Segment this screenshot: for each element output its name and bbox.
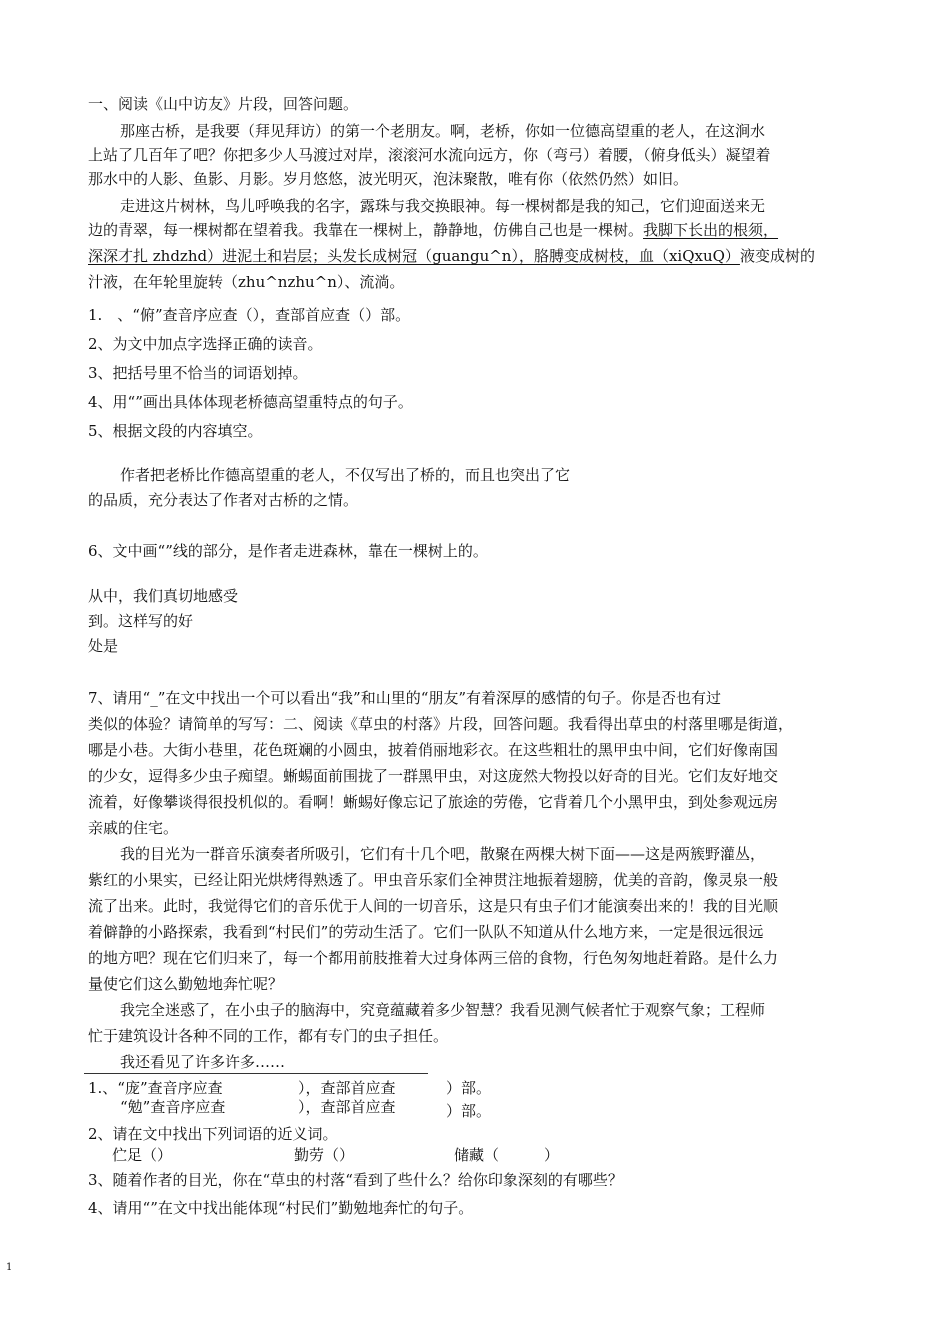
question-6-line: 到。这样写的好 — [88, 612, 194, 630]
paragraph-line — [88, 220, 778, 240]
paragraph-line: 我还看见了许多许多…… — [120, 1053, 286, 1071]
question-6-line: 处是 — [88, 637, 119, 655]
paragraph-line: 亲戚的住宅。 — [88, 819, 179, 837]
paragraph-line: 流着，好像攀谈得很投机似的。看啊！蜥蜴好像忘记了旅途的劳倦，它背着几个小黑甲虫，到处参观远房 — [88, 793, 779, 811]
paragraph-line: 上站了几百年了吧？你把多少人马渡过对岸，滚滚河水流向远方，你（弯弓）着腰，（俯身低头）凝望着 — [88, 146, 771, 164]
synonym-blank: 伫足（） — [112, 1146, 173, 1164]
paragraph-line — [88, 246, 815, 266]
paragraph-line: 那座古桥，是我要（拜见拜访）的第一个老朋友。啊，老桥，你如一位德高望重的老人，在这涧水 — [120, 122, 766, 140]
section2-question-2: 2、请在文中找出下列词语的近义词。 — [88, 1125, 338, 1143]
section2-question-1: 1.、“庞”查音序应查 — [88, 1079, 223, 1097]
paragraph-line: 着僻静的小路探索，我看到“村民们”的劳动生活了。它们一队队不知道从什么地方来，一定是很远很远 — [88, 923, 764, 941]
paragraph-line: 走进这片树林，鸟儿呼唤我的名字，露珠与我交换眼神。每一棵树都是我的知己，它们迎面送来无 — [120, 197, 766, 215]
question-1-part: ），查部首应查 — [298, 1098, 396, 1116]
question-2: 2、为文中加点字选择正确的读音。 — [88, 335, 323, 353]
question-5-line: 的品质，充分表达了作者对古桥的之情。 — [88, 491, 359, 509]
paragraph-line: 紫红的小果实，已经让阳光烘烤得熟透了。甲虫音乐家们全神贯注地振着翅膀，优美的音韵，像灵泉一般 — [88, 871, 779, 889]
paragraph-line: 量使它们这么勤勉地奔忙呢？ — [88, 975, 284, 993]
section2-question-4: 4、请用“”在文中找出能体现“村民们”勤勉地奔忙的句子。 — [88, 1199, 474, 1217]
paragraph-line: 流了出来。此时，我觉得它们的音乐优于人间的一切音乐，这是只有虫子们才能演奏出来的！我的目光顺 — [88, 897, 779, 915]
paragraph-line: 汁液，在年轮里旋转（zhu^nzhu^n）、流淌。 — [88, 273, 405, 291]
question-6-line: 从中，我们真切地感受 — [88, 587, 239, 605]
underlined-text: 我脚下长出的根须， — [643, 221, 779, 239]
question-1-part: ），查部首应查 — [298, 1079, 396, 1097]
plain-text: 液变成树的 — [739, 247, 815, 265]
section2-question-3: 3、随着作者的目光，你在“草虫的村落“看到了些什么？给你印象深刻的有哪些？ — [88, 1171, 623, 1189]
paragraph-line: 我的目光为一群音乐演奏者所吸引，它们有十几个吧，散聚在两棵大树下面——这是两簇野灌丛， — [120, 845, 766, 863]
question-3: 3、把括号里不恰当的词语划掉。 — [88, 364, 308, 382]
section1-title: 一、阅读《山中访友》片段，回答问题。 — [88, 95, 359, 113]
question-1-part: “勉”查音序应查 — [120, 1098, 226, 1116]
plain-text: 边的青翠，每一棵树都在望着我。我靠在一棵树上，静静地，仿佛自己也是一棵树。 — [88, 221, 644, 239]
paragraph-line: 哪是小巷。大街小巷里，花色斑斓的小圆虫，披着俏丽地彩衣。在这些粗壮的黑甲虫中间，它们好像南国 — [88, 741, 779, 759]
paragraph-line: 7、请用“_”在文中找出一个可以看出“我”和山里的“朋友”有着深厚的感情的句子。你是否也有过 — [88, 689, 722, 707]
question-5: 5、根据文段的内容填空。 — [88, 422, 263, 440]
synonym-blank: 勤劳（） — [294, 1146, 355, 1164]
question-1-part: ）部。 — [446, 1102, 492, 1120]
paragraph-line: 的地方吧？现在它们归来了，每一个都用前肢推着大过身体两三倍的食物，行色匆匆地赶着路。是什么力 — [88, 949, 779, 967]
paragraph-line: 那水中的人影、鱼影、月影。岁月悠悠，波光明灭，泡沫聚散，唯有你（依然仍然）如旧。 — [88, 170, 689, 188]
question-1-part: ）部。 — [446, 1079, 492, 1097]
question-6: 6、文中画“”线的部分，是作者走进森林，靠在一棵树上的。 — [88, 542, 488, 560]
paragraph-line: 忙于建筑设计各种不同的工作，都有专门的虫子担任。 — [88, 1027, 449, 1045]
underlined-text: 深深才扎 zhdzhd）进泥土和岩层；头发长成树冠（guangu^n），胳膊变成树枝，血（xiQxuQ） — [88, 247, 740, 265]
question-5-line: 作者把老桥比作德高望重的老人，不仅写出了桥的，而且也突出了它 — [120, 466, 571, 484]
paragraph-line: 我完全迷惑了，在小虫子的脑海中，究竟蕴藏着多少智慧？我看见测气候者忙于观察气象；工程师 — [120, 1001, 766, 1019]
divider — [84, 1073, 428, 1074]
page-number: 1 — [6, 1262, 13, 1273]
paragraph-line: 类似的体验？请简单的写写：二、阅读《草虫的村落》片段，回答问题。我看得出草虫的村落里哪是街道， — [88, 715, 794, 733]
paragraph-line: 的少女，逗得多少虫子痴望。蜥蜴面前围拢了一群黑甲虫，对这庞然大物投以好奇的目光。它们友好地交 — [88, 767, 779, 785]
question-1: 1. 、“俯”查音序应查（），查部首应查（）部。 — [88, 306, 411, 324]
synonym-blank: 储藏（ ） — [454, 1146, 560, 1164]
question-4: 4、用“”画出具体体现老桥德高望重特点的句子。 — [88, 393, 413, 411]
